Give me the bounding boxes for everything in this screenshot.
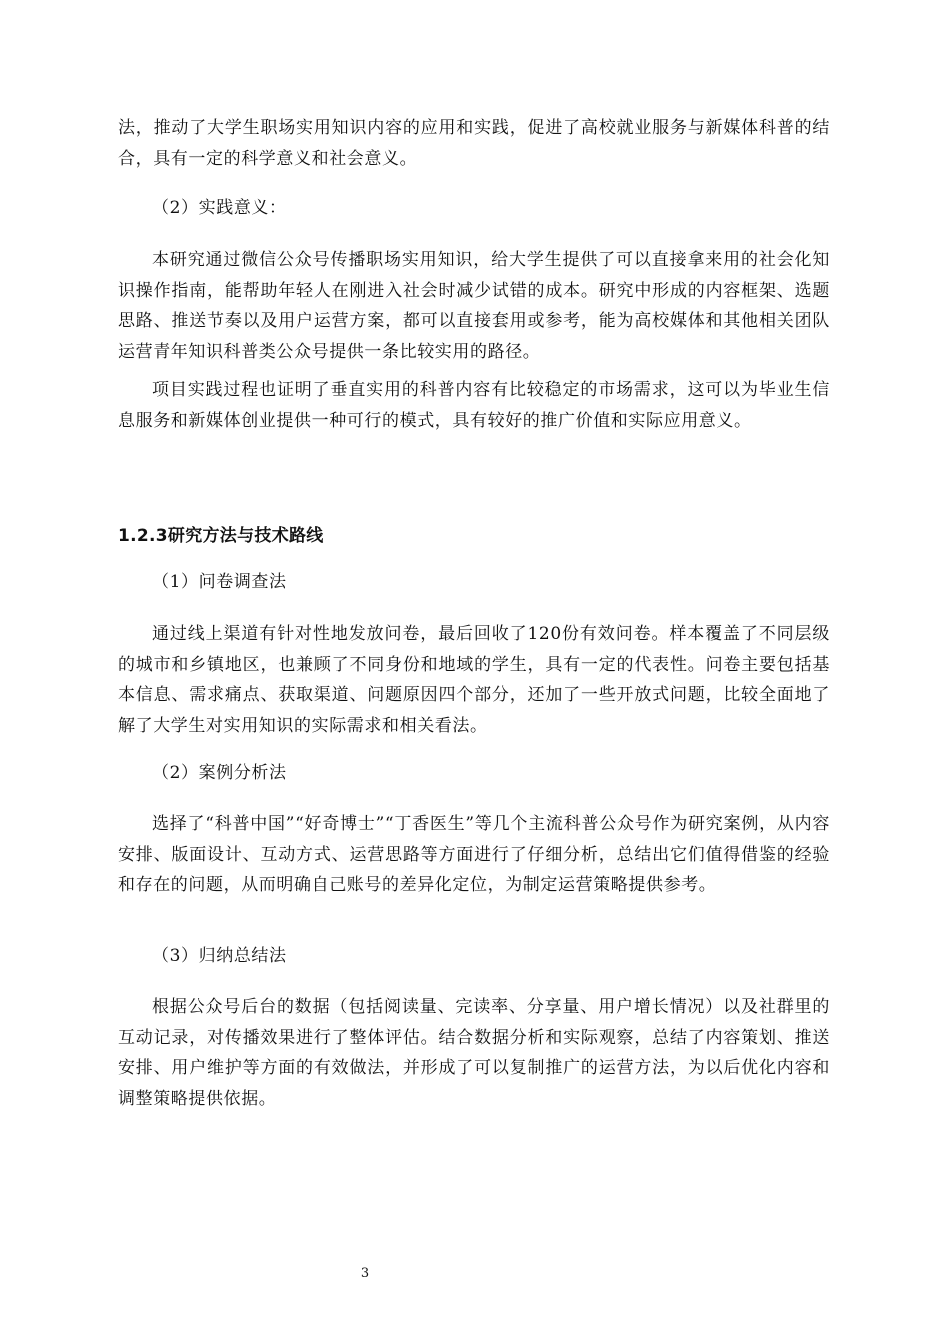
subheading-case-analysis: （2）案例分析法: [152, 763, 287, 783]
page-number: 3: [360, 1266, 370, 1281]
paragraph-significance-end: 法，推动了大学生职场实用知识内容的应用和实践，促进了高校就业服务与新媒体科普的结合，具有一定的科学意义和社会意义。: [118, 118, 830, 169]
paragraph-practical-1: 本研究通过微信公众号传播职场实用知识，给大学生提供了可以直接拿来用的社会化知识操作指南，能帮助年轻人在刚进入社会时减少试错的成本。研究中形成的内容框架、选题思路、推送节奏以及用户运营方案，都可以直接套用或参考，能为高校媒体和其他相关团队运营青年知识科普类公众号提供一条比较实用的路径。: [118, 250, 830, 362]
paragraph-questionnaire: 通过线上渠道有针对性地发放问卷，最后回收了120份有效问卷。样本覆盖了不同层级的城市和乡镇地区，也兼顾了不同身份和地域的学生，具有一定的代表性。问卷主要包括基本信息、需求痛点、获取渠道、问题原因四个部分，还加了一些开放式问题，比较全面地了解了大学生对实用知识的实际需求和相关看法。: [118, 624, 830, 736]
subheading-practical-significance: （2）实践意义：: [152, 198, 287, 218]
paragraph-practical-2: 项目实践过程也证明了垂直实用的科普内容有比较稳定的市场需求，这可以为毕业生信息服务和新媒体创业提供一种可行的模式，具有较好的推广价值和实际应用意义。: [118, 380, 830, 431]
paragraph-induction: 根据公众号后台的数据（包括阅读量、完读率、分享量、用户增长情况）以及社群里的互动记录，对传播效果进行了整体评估。结合数据分析和实际观察，总结了内容策划、推送安排、用户维护等方面的有效做法，并形成了可以复制推广的运营方法，为以后优化内容和调整策略提供依据。: [118, 997, 830, 1109]
subheading-questionnaire: （1）问卷调查法: [152, 572, 287, 592]
section-heading: 1.2.3研究方法与技术路线: [118, 526, 324, 546]
subheading-induction: （3）归纳总结法: [152, 946, 287, 966]
paragraph-case-analysis: 选择了“科普中国”“好奇博士”“丁香医生”等几个主流科普公众号作为研究案例，从内容安排、版面设计、互动方式、运营思路等方面进行了仔细分析，总结出它们值得借鉴的经验和存在的问题，从而明确自己账号的差异化定位，为制定运营策略提供参考。: [118, 814, 830, 895]
